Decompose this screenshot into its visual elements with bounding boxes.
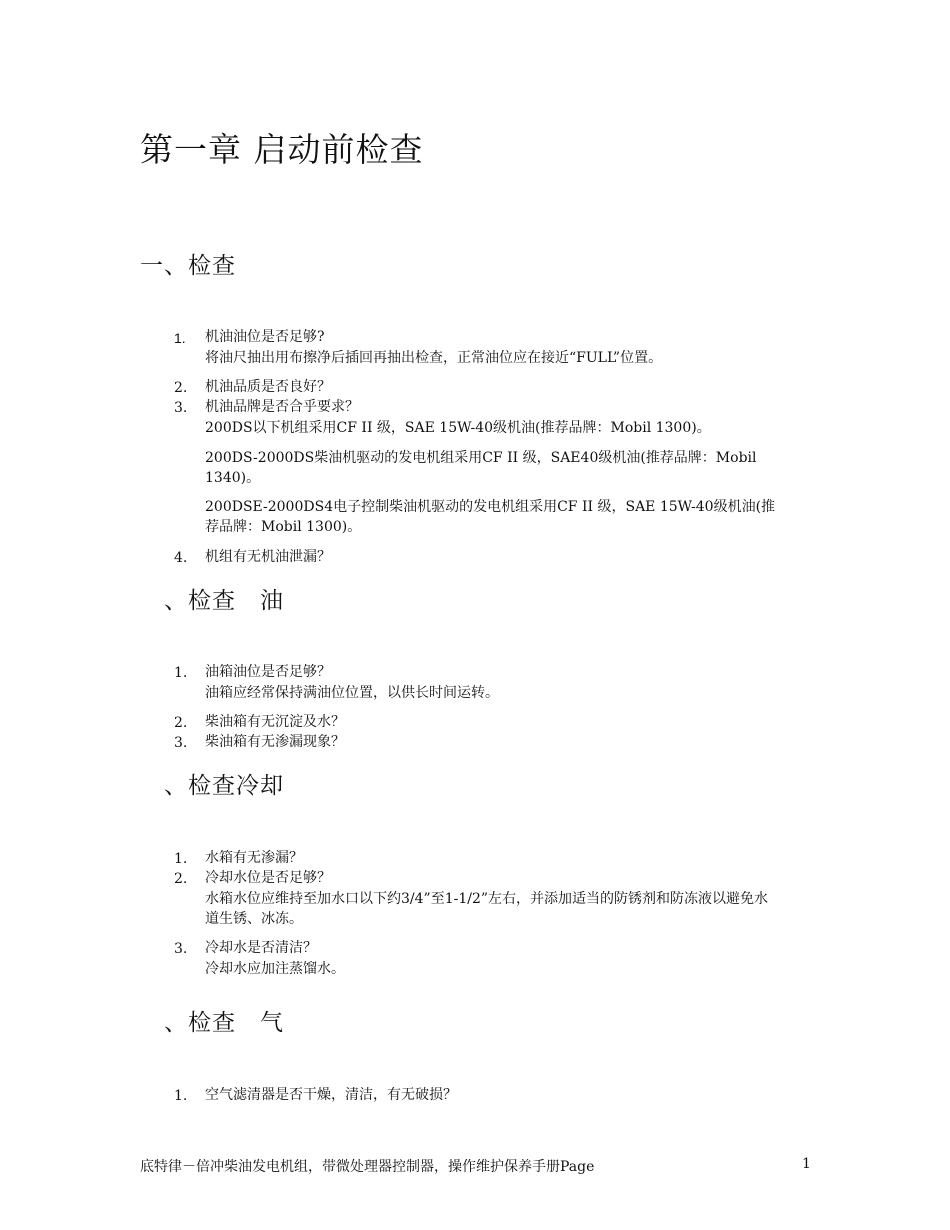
item-number: 3. — [174, 735, 188, 751]
item-answer: 水箱水位应维持至加水口以下约3/4”至1-1/2”左右，并添加适当的防锈剂和防冻液以避免水 — [205, 891, 769, 907]
item-paragraph: 200DS以下机组采用CF II 级，SAE 15W-40级机油(推荐品牌：Mobil 1300)。 — [205, 420, 711, 436]
item-question: 机油品牌是否合乎要求？ — [205, 399, 359, 415]
item-question: 空气滤清器是否干燥，清洁，有无破损？ — [205, 1087, 457, 1103]
item-answer: 将油尺抽出用布擦净后插回再抽出检查，正常油位应在接近“FULL”位置。 — [205, 350, 663, 366]
item-number: 3. — [174, 400, 188, 416]
chapter-title: 第一章 启动前检查 — [140, 130, 424, 169]
item-question: 机油品质是否良好？ — [205, 379, 331, 395]
page-number: 1 — [802, 1156, 811, 1172]
item-answer: 道生锈、冰冻。 — [205, 911, 303, 927]
item-paragraph: 200DSE-2000DS4电子控制柴油机驱动的发电机组采用CF II 级，SAE 15W-40级机油(推 — [205, 499, 776, 515]
item-paragraph: 200DS-2000DS柴油机驱动的发电机组采用CF II 级，SAE40级机油(推荐品牌：Mobil — [205, 450, 757, 466]
section-title-check: 一、检查 — [140, 253, 236, 279]
item-number: 2. — [174, 380, 188, 396]
item-answer: 冷却水应加注蒸馏水。 — [205, 961, 345, 977]
section-title-cooling: 、检查冷却 — [164, 773, 284, 799]
item-paragraph: 1340)。 — [205, 470, 261, 486]
item-question: 冷却水位是否足够？ — [205, 870, 331, 886]
item-question: 机油油位是否足够? — [205, 329, 325, 345]
item-question: 柴油箱有无渗漏现象？ — [205, 734, 345, 750]
item-question: 油箱油位是否足够？ — [205, 664, 331, 680]
item-number: 2. — [174, 715, 188, 731]
item-number: 1. — [174, 330, 186, 346]
item-answer: 油箱应经常保持满油位位置，以供长时间运转。 — [205, 685, 499, 701]
item-question: 机组有无机油泄漏？ — [205, 549, 331, 565]
item-question: 柴油箱有无沉淀及水？ — [205, 714, 345, 730]
item-paragraph: 荐品牌：Mobil 1300)。 — [205, 519, 362, 535]
item-number: 4. — [174, 550, 188, 566]
item-number: 1. — [174, 851, 188, 867]
item-question: 水箱有无渗漏？ — [205, 850, 303, 866]
footer-text: 底特律－倍冲柴油发电机组，带微处理器控制器，操作维护保养手册Page — [140, 1159, 595, 1175]
item-number: 2. — [174, 871, 188, 887]
item-number: 1. — [174, 665, 188, 681]
item-number: 1. — [174, 1088, 188, 1104]
section-title-air: 、检查 气 — [164, 1010, 284, 1036]
item-number: 3. — [174, 941, 188, 957]
section-title-fuel: 、检查 油 — [164, 588, 284, 614]
item-question: 冷却水是否清洁？ — [205, 940, 317, 956]
